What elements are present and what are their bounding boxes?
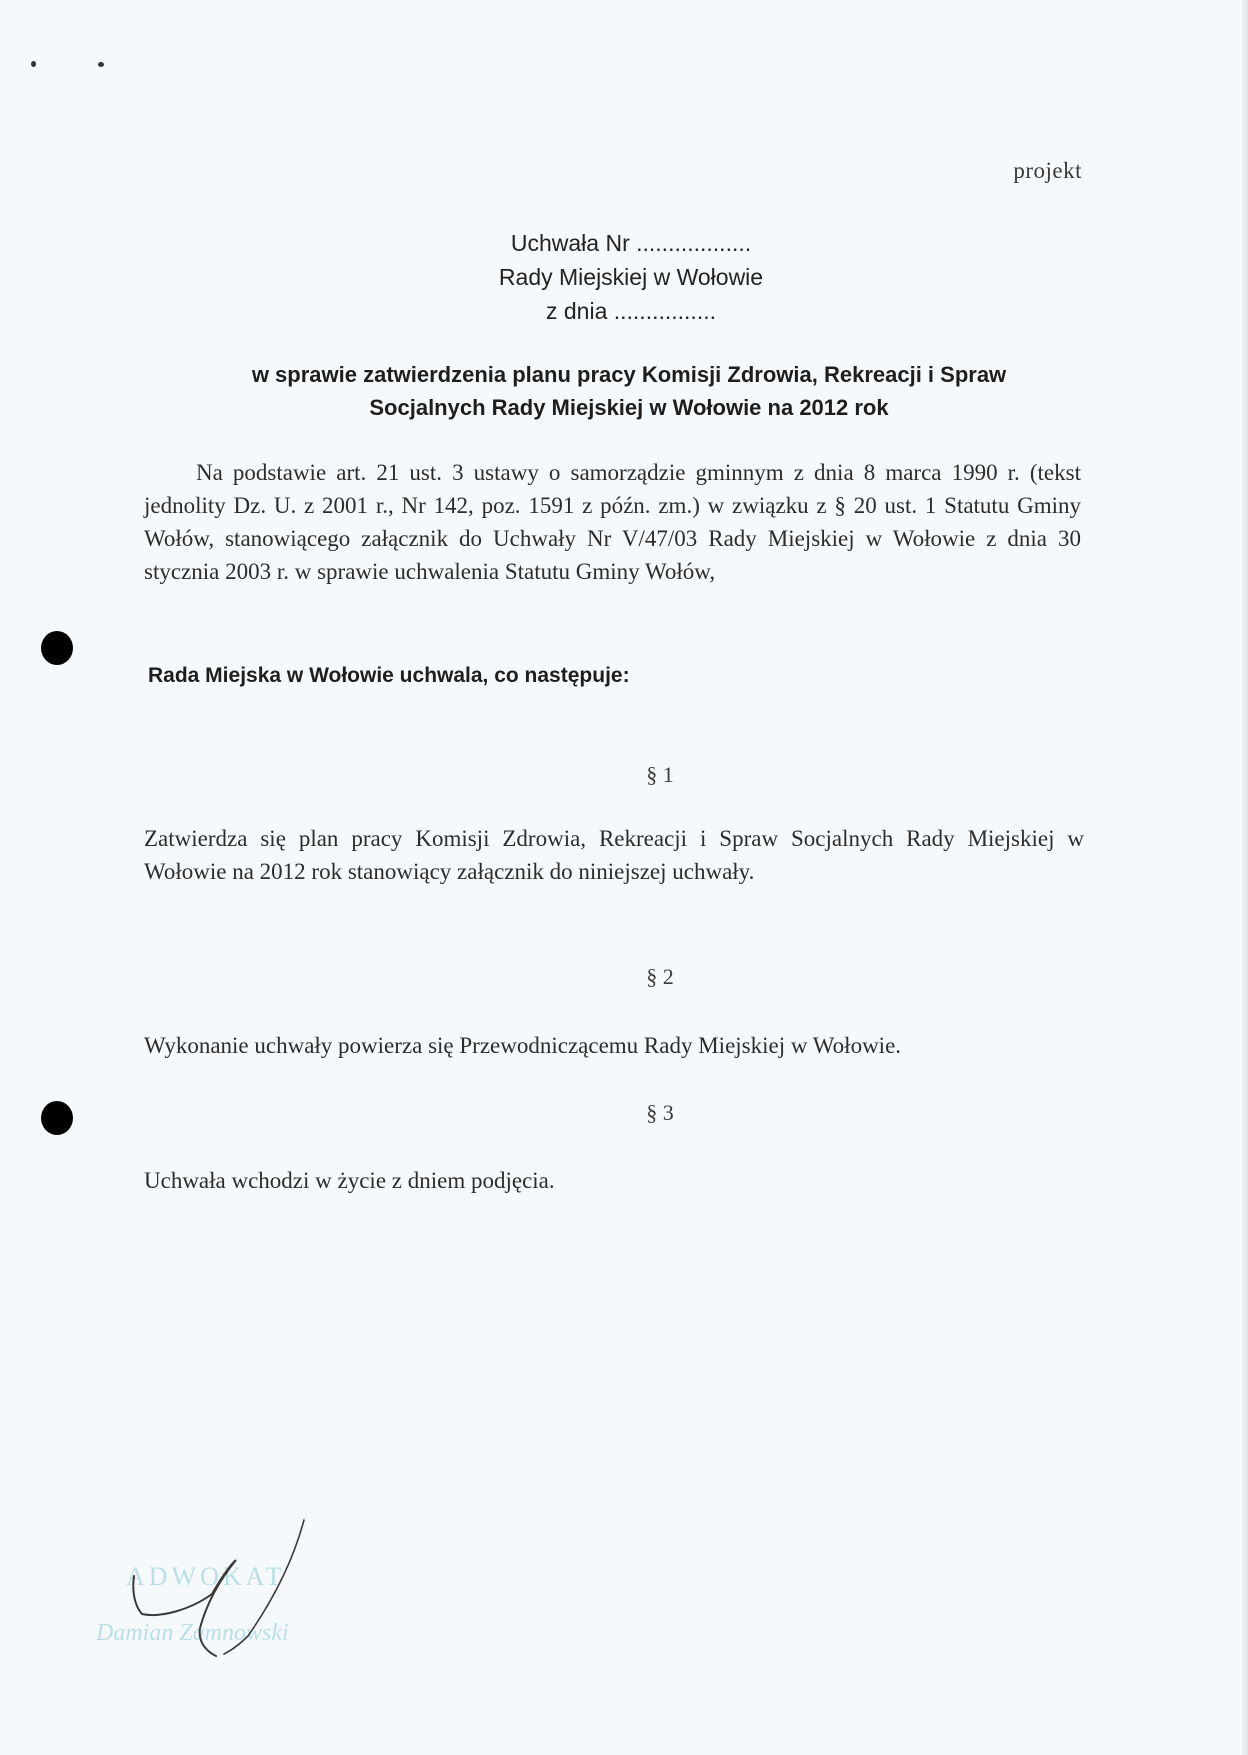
- subject-line-2: Socjalnych Rady Miejskiej w Wołowie na 2012 rok: [369, 395, 889, 420]
- section-2-text: Wykonanie uchwały powierza się Przewodniczącemu Rady Miejskiej w Wołowie.: [144, 1033, 902, 1058]
- resolution-date: z dnia ................: [545, 298, 716, 324]
- section-1-heading: [0, 762, 1248, 788]
- scan-speck: [31, 61, 36, 67]
- section-3-heading: [0, 1100, 1248, 1126]
- section-3-symbol: § 3: [646, 1100, 674, 1125]
- section-1-text: Zatwierdza się plan pracy Komisji Zdrowia, Rekreacji i Spraw Socjalnych Rady Miejskiej w Wołowie na 2012 rok stanowiący załącznik do niniejszej uchwały.: [144, 826, 1084, 884]
- handwritten-signature: [120, 1510, 320, 1660]
- resolution-header: [0, 226, 1248, 328]
- section-1-symbol: § 1: [646, 762, 674, 787]
- stamp-title: ADWOKAT: [126, 1562, 286, 1591]
- section-2-symbol: § 2: [646, 964, 674, 989]
- council-name: Rady Miejskiej w Wołowie: [498, 264, 764, 290]
- section-3-text: Uchwała wchodzi w życie z dniem podjęcia.: [144, 1168, 555, 1193]
- legal-basis-paragraph: Na podstawie art. 21 ust. 3 ustawy o samorządzie gminnym z dnia 8 marca 1990 r. (tekst jednolity Dz. U. z 2001 r., Nr 142, poz. 1591 z późn. zm.) w związku z § 20 ust. 1 Statutu Gminy Wołów, stanowiącego załącznik do Uchwały Nr V/47/03 Rady Miejskiej w Wołowie z dnia 30 stycznia 2003 r. w sprawie uchwalenia Statutu Gminy Wołów,: [144, 460, 1081, 584]
- resolution-number: Uchwała Nr ..................: [510, 230, 752, 256]
- punch-hole: [41, 631, 73, 665]
- scan-speck: [98, 62, 104, 67]
- section-2-heading: [0, 964, 1248, 990]
- resolves-statement: Rada Miejska w Wołowie uchwala, co następuje:: [148, 664, 630, 687]
- subject-line-1: w sprawie zatwierdzenia planu pracy Komisji Zdrowia, Rekreacji i Spraw: [251, 362, 1007, 387]
- draft-label: projekt: [1013, 158, 1082, 183]
- resolution-subject: [0, 358, 1248, 424]
- stamp-name: Damian Zamnowski: [96, 1620, 289, 1646]
